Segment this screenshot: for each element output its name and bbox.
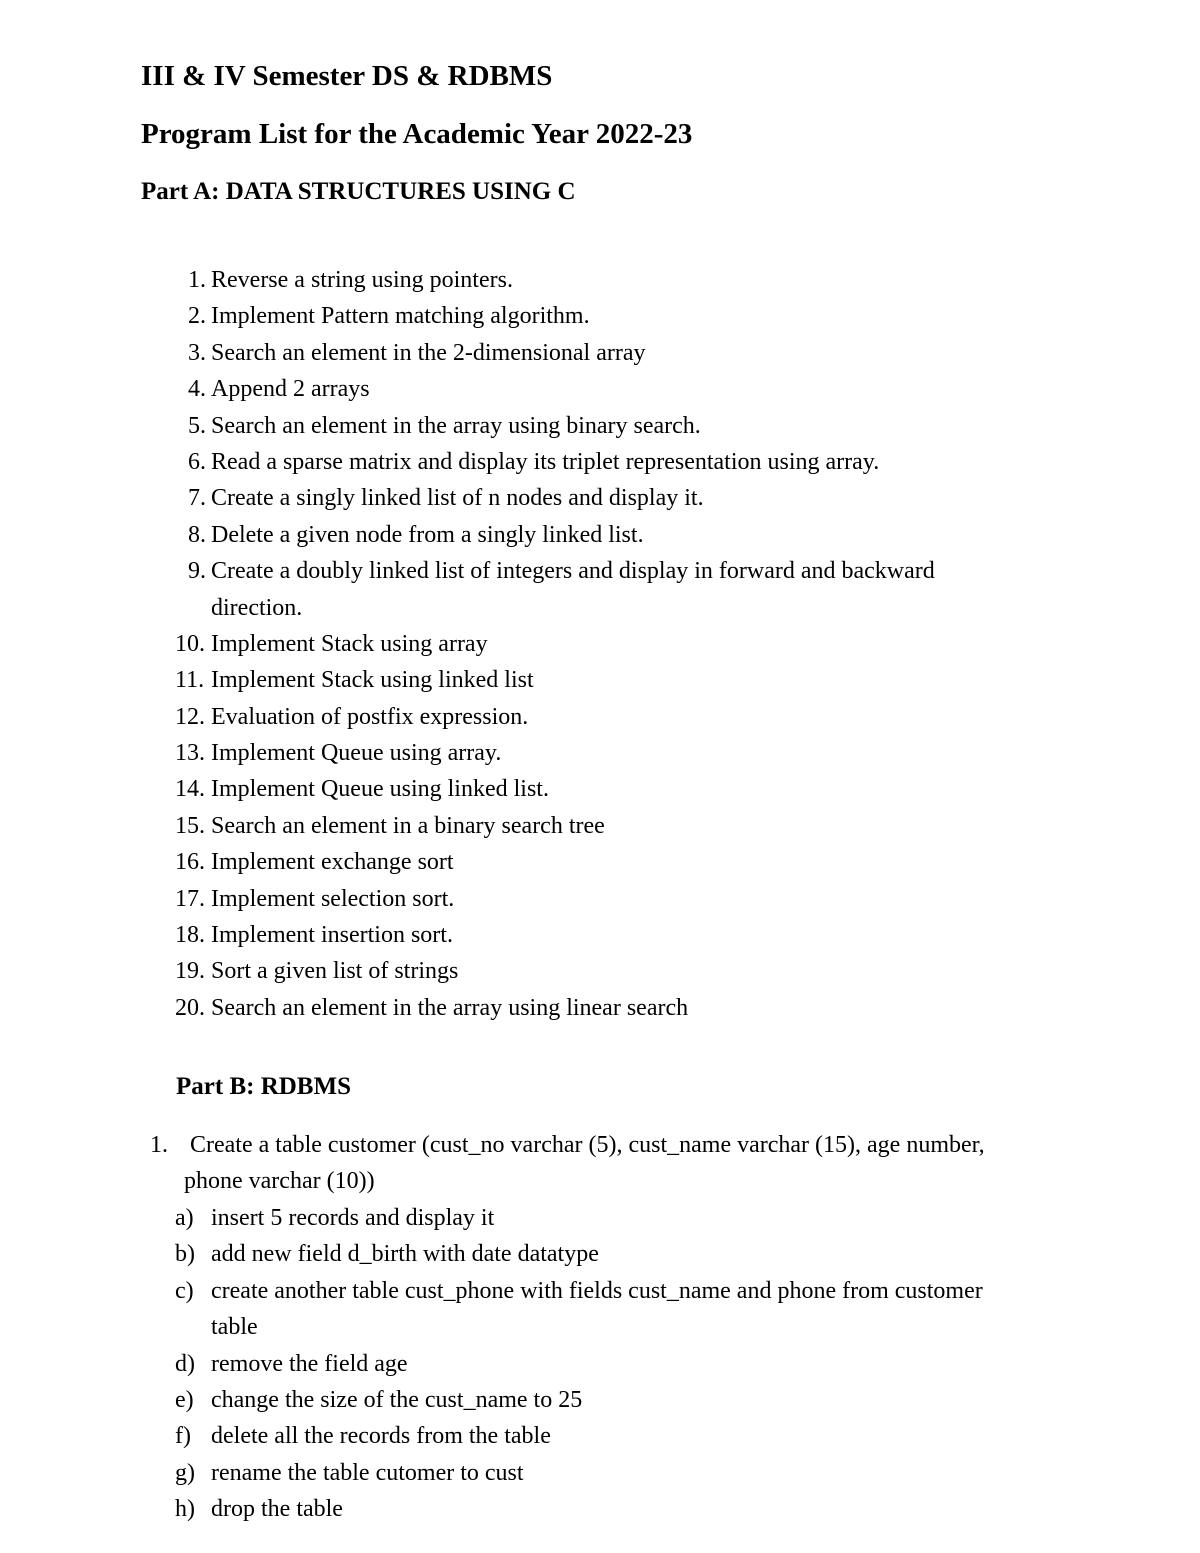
list-item	[0, 699, 1200, 735]
item-text-continuation: phone varchar (10))	[184, 1168, 375, 1195]
item-text: Implement Stack using array	[211, 630, 488, 657]
item-number: 17.	[175, 885, 205, 912]
sub-list-item	[0, 1491, 1200, 1527]
item-number: 1.	[150, 1132, 168, 1158]
sub-item-letter: d)	[175, 1350, 195, 1377]
item-number: 13.	[175, 740, 205, 767]
list-item	[0, 335, 1200, 371]
sub-item-letter: c)	[175, 1277, 194, 1304]
item-text: Append 2 arrays	[211, 376, 370, 403]
list-item	[0, 917, 1200, 953]
list-item	[0, 444, 1200, 480]
part-a-program-list	[0, 262, 1200, 1026]
item-number: 11.	[175, 667, 205, 694]
item-text: Search an element in the array using linear search	[211, 994, 689, 1021]
item-text: Implement Queue using array.	[211, 740, 502, 767]
sub-item-letter: b)	[175, 1241, 195, 1268]
sub-list-item	[0, 1200, 1200, 1236]
sub-item-text: change the size of the cust_name to 25	[211, 1386, 583, 1413]
part-b-sub-list	[0, 1200, 1200, 1528]
sub-item-text: delete all the records from the table	[211, 1423, 551, 1450]
item-number: 19.	[175, 958, 205, 985]
item-number: 15.	[175, 812, 205, 839]
list-item	[0, 771, 1200, 807]
document-subtitle: Program List for the Academic Year 2022-23	[141, 118, 693, 150]
item-text: Read a sparse matrix and display its triplet representation using array.	[211, 448, 880, 475]
sub-item-letter: g)	[175, 1459, 195, 1486]
part-b-heading: Part B: RDBMS	[176, 1073, 351, 1100]
list-item	[0, 480, 1200, 516]
item-text: Search an element in a binary search tree	[211, 812, 605, 839]
item-text: Create a doubly linked list of integers and display in forward and backward	[211, 558, 935, 585]
item-text: Implement Stack using linked list	[211, 667, 534, 694]
item-number: 2.	[188, 303, 206, 330]
list-item	[0, 735, 1200, 771]
item-number: 18.	[175, 922, 205, 949]
list-item	[0, 408, 1200, 444]
list-item	[0, 371, 1200, 407]
item-text: Implement Queue using linked list.	[211, 776, 549, 803]
sub-list-item	[0, 1346, 1200, 1382]
list-item	[0, 990, 1200, 1026]
item-number: 7.	[188, 485, 206, 512]
list-item	[0, 662, 1200, 698]
list-item	[0, 808, 1200, 844]
item-text-continuation: direction.	[211, 594, 303, 621]
sub-list-item	[0, 1455, 1200, 1491]
sub-list-item	[0, 1273, 1200, 1346]
sub-list-item	[0, 1382, 1200, 1418]
item-text: Implement Pattern matching algorithm.	[211, 303, 590, 330]
list-item	[0, 953, 1200, 989]
sub-item-text: add new field d_birth with date datatype	[211, 1241, 599, 1268]
sub-item-letter: h)	[175, 1496, 195, 1523]
list-item	[0, 881, 1200, 917]
sub-item-text: remove the field age	[211, 1350, 408, 1377]
part-a-heading: Part A: DATA STRUCTURES USING C	[141, 178, 576, 205]
item-text: Search an element in the 2-dimensional array	[211, 339, 646, 366]
list-item	[0, 517, 1200, 553]
list-item	[0, 298, 1200, 334]
sub-list-item	[0, 1236, 1200, 1272]
item-number: 20.	[175, 994, 205, 1021]
sub-list-item	[0, 1418, 1200, 1454]
item-text: Search an element in the array using binary search.	[211, 412, 701, 439]
list-item	[0, 553, 1200, 626]
item-number: 4.	[188, 376, 206, 403]
item-text: Create a table customer (cust_no varchar (5), cust_name varchar (15), age number,	[190, 1132, 985, 1158]
item-number: 10.	[175, 630, 205, 657]
item-text: Implement exchange sort	[211, 849, 454, 876]
item-number: 16.	[175, 849, 205, 876]
list-item	[0, 844, 1200, 880]
list-item	[0, 626, 1200, 662]
item-text: Sort a given list of strings	[211, 958, 459, 985]
sub-item-text: create another table cust_phone with fields cust_name and phone from customer	[211, 1277, 983, 1304]
sub-item-letter: e)	[175, 1386, 194, 1413]
sub-item-text: drop the table	[211, 1496, 343, 1523]
item-text: Evaluation of postfix expression.	[211, 703, 529, 730]
item-number: 6.	[188, 448, 206, 475]
item-text: Delete a given node from a singly linked list.	[211, 521, 644, 548]
sub-item-text: rename the table cutomer to cust	[211, 1459, 524, 1486]
item-text: Implement selection sort.	[211, 885, 455, 912]
item-number: 12.	[175, 703, 205, 730]
sub-item-letter: a)	[175, 1205, 194, 1231]
document-title: III & IV Semester DS & RDBMS	[141, 60, 553, 92]
item-number: 5.	[188, 412, 206, 439]
item-number: 8.	[188, 521, 206, 548]
item-number: 1.	[188, 267, 206, 293]
item-text: Implement insertion sort.	[211, 922, 453, 949]
item-number: 14.	[175, 776, 205, 803]
sub-item-text-continuation: table	[211, 1314, 258, 1341]
item-text: Create a singly linked list of n nodes and display it.	[211, 485, 704, 512]
sub-item-letter: f)	[175, 1423, 191, 1450]
item-number: 3.	[188, 339, 206, 366]
item-text: Reverse a string using pointers.	[211, 267, 513, 293]
sub-item-text: insert 5 records and display it	[211, 1205, 495, 1231]
list-item	[0, 262, 1200, 298]
item-number: 9.	[188, 558, 206, 585]
